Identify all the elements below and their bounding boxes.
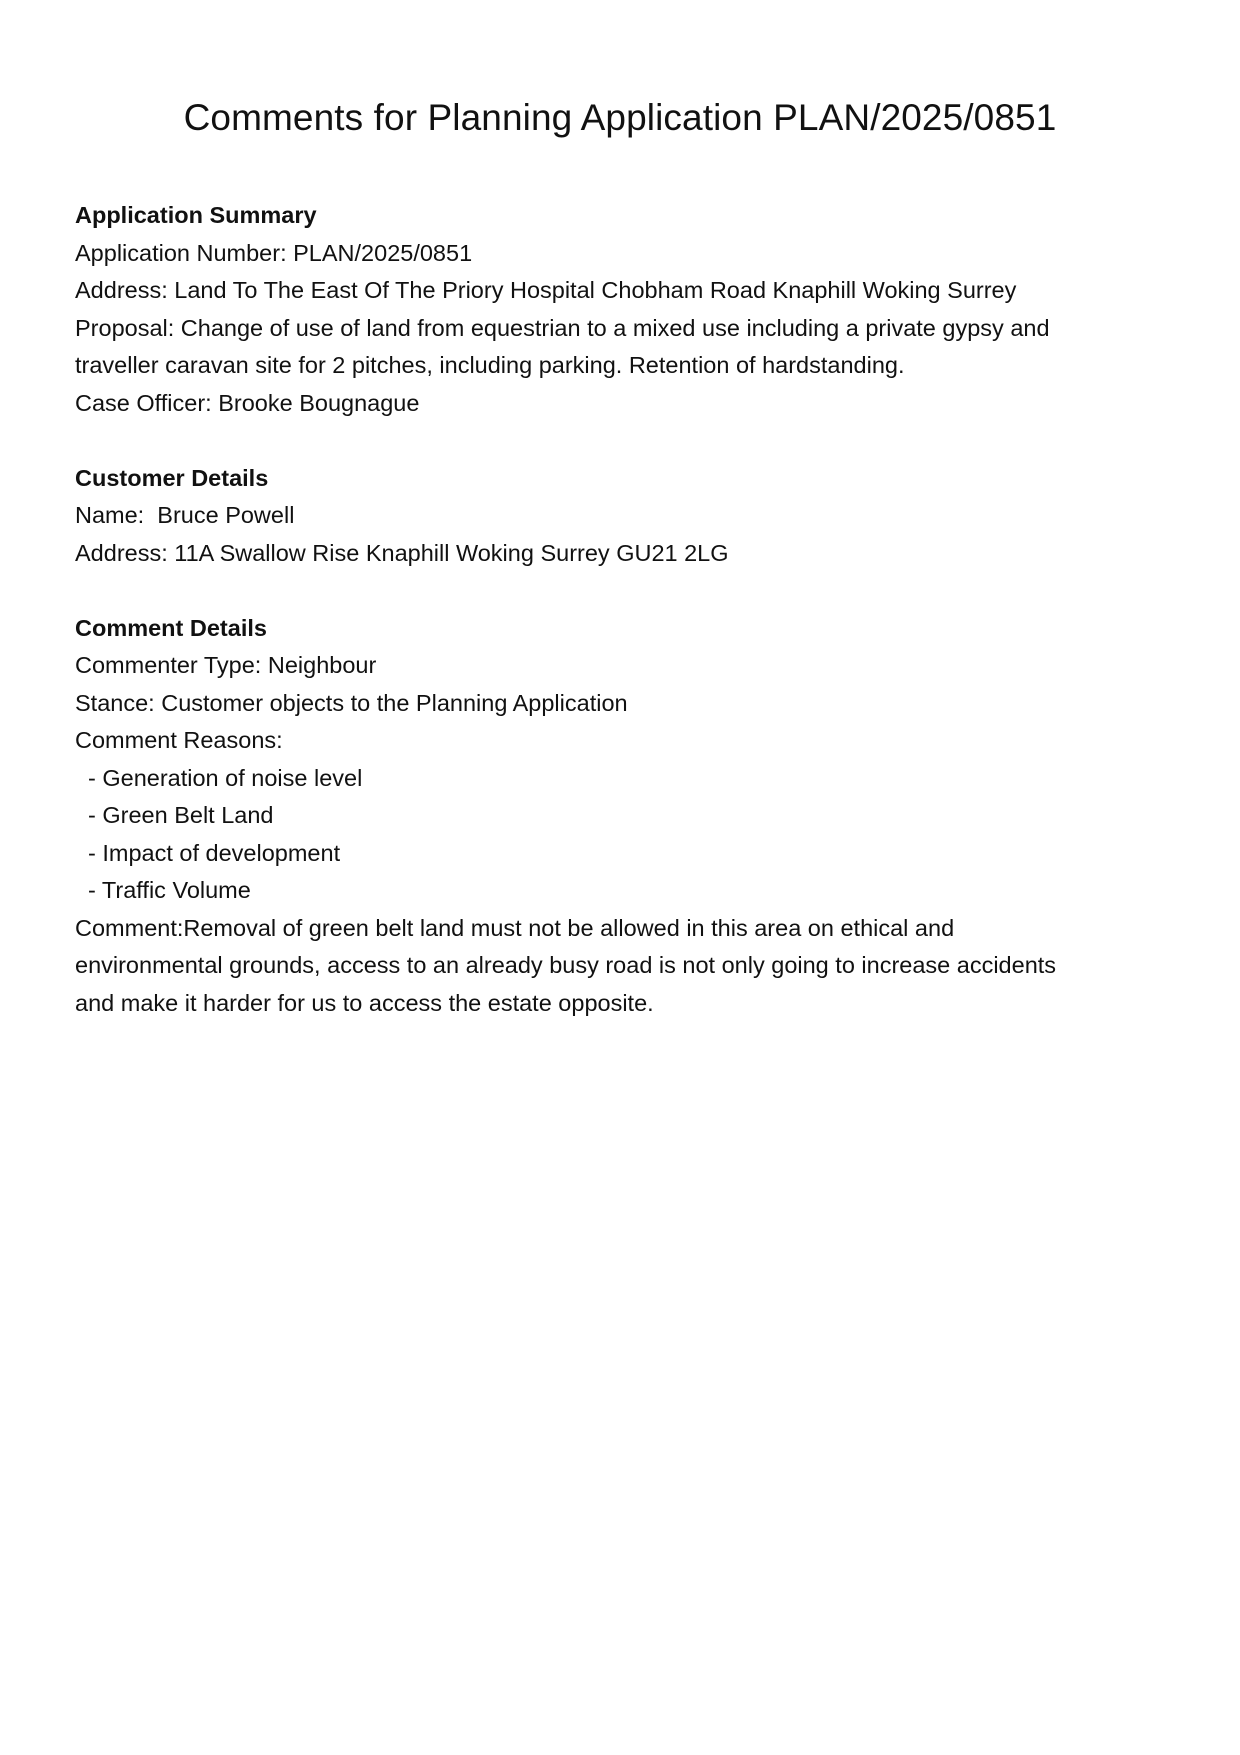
- stance: Stance: Customer objects to the Planning Application: [75, 689, 628, 716]
- comment-reason-item: - Impact of development: [88, 839, 341, 866]
- comment-reason-item: - Traffic Volume: [88, 877, 251, 903]
- customer-name: Name: Bruce Powell: [75, 502, 295, 528]
- proposal-line-2: traveller caravan site for 2 pitches, including parking. Retention of hardstanding.: [75, 352, 905, 378]
- case-officer: Case Officer: Brooke Bougnague: [75, 389, 420, 416]
- commenter-type: Commenter Type: Neighbour: [75, 652, 377, 678]
- comment-reason-item: - Green Belt Land: [88, 802, 274, 828]
- customer-details-heading: Customer Details: [75, 464, 269, 491]
- comment-reasons-label: Comment Reasons:: [75, 727, 283, 753]
- application-summary-heading: Application Summary: [75, 202, 317, 228]
- comment-details-heading: Comment Details: [75, 614, 267, 641]
- section-spacer: [75, 422, 1165, 460]
- comment-line-3: and make it harder for us to access the estate opposite.: [75, 989, 654, 1016]
- comment-reason-item: - Generation of noise level: [88, 764, 363, 791]
- application-summary-section: [75, 197, 1165, 422]
- customer-details-section: [75, 460, 1165, 573]
- document-content: [75, 197, 1165, 1022]
- application-number: Application Number: PLAN/2025/0851: [75, 239, 473, 266]
- page-title: Comments for Planning Application PLAN/2025/0851: [183, 97, 1057, 138]
- customer-address: Address: 11A Swallow Rise Knaphill Woking Surrey GU21 2LG: [75, 539, 729, 566]
- comment-line-1: Comment:Removal of green belt land must not be allowed in this area on ethical and: [75, 914, 955, 941]
- section-spacer: [75, 572, 1165, 610]
- proposal-line-1: Proposal: Change of use of land from equestrian to a mixed use including a private gypsy and: [75, 314, 1050, 341]
- application-address: Address: Land To The East Of The Priory Hospital Chobham Road Knaphill Woking Surrey: [75, 277, 1017, 303]
- comment-line-2: environmental grounds, access to an already busy road is not only going to increase accidents: [75, 952, 1057, 978]
- comment-details-section: [75, 610, 1165, 1023]
